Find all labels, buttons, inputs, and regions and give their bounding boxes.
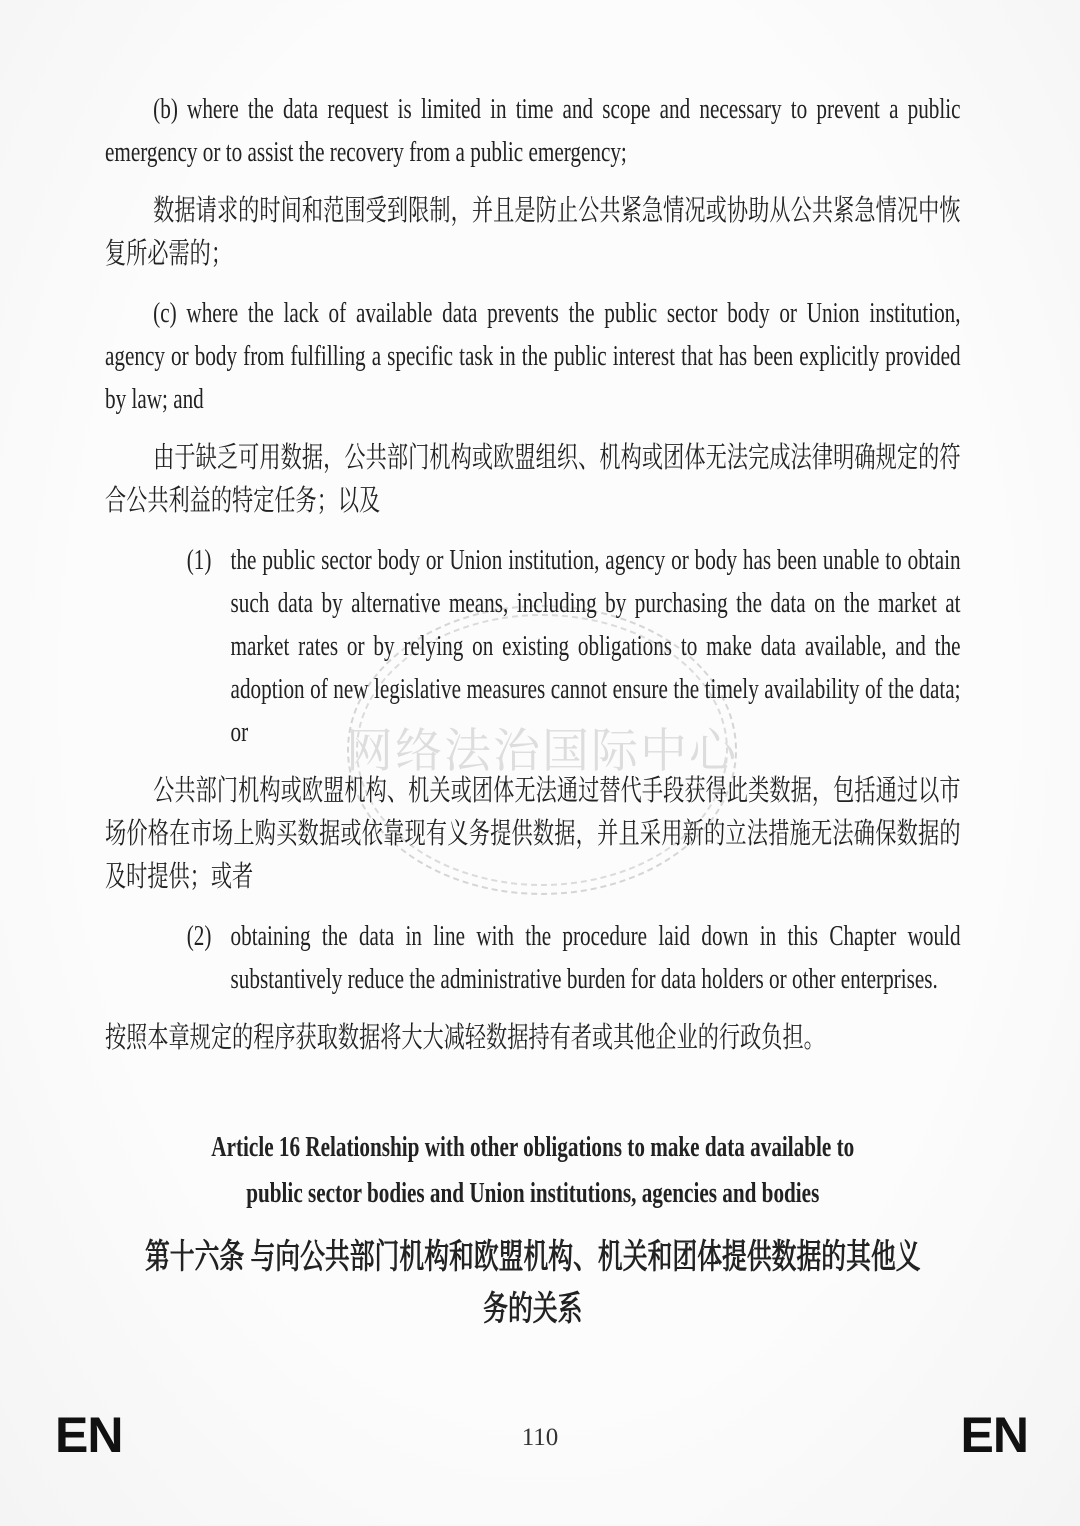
article-heading-zh-line2: 务的关系 [483,1291,583,1328]
paragraph-en-b: (b) where the data request is limited in time and scope and necessary to prevent a public emergency or to assist the recovery from a public emergency; [105,93,961,168]
paragraph-zh-2: 按照本章规定的程序获取数据将大大减轻数据持有者或其他企业的行政负担。 [105,1022,825,1054]
list-marker-2: (2) [186,920,212,952]
article-heading-en-line2: public sector bodies and Union institutions, agencies and bodies [246,1177,820,1209]
article-heading-en-line1: Article 16 Relationship with other obligations to make data available to [211,1131,855,1163]
list-text-2: obtaining the data in line with the procedure laid down in this Chapter would substantively reduce the administrative burden for data holders or other enterprises. [230,920,961,995]
list-item-2 [187,915,961,1001]
paragraph-zh-c: 由于缺乏可用数据，公共部门机构或欧盟组织、机构或团体无法完成法律明确规定的符合公共利益的特定任务；以及 [105,442,961,517]
paragraph-en-c: (c) where the lack of available data prevents the public sector body or Union institution, agency or body from fulfilling a specific task in the public interest that has been explicitly provided by law; and [105,297,961,415]
list-marker-1: (1) [186,544,212,576]
footer-language-right: EN [960,1407,1028,1463]
watermark-text: 网络法治国际中心 [346,725,738,778]
footer-language-left: EN [55,1407,123,1463]
document-body [105,88,961,1336]
paragraph-zh-1: 公共部门机构或欧盟机构、机关或团体无法通过替代手段获得此类数据，包括通过以市场价格在市场上购买数据或依靠现有义务提供数据，并且采用新的立法措施无法确保数据的及时提供；或者 [105,775,961,893]
article-heading-zh [105,1232,961,1336]
page-number: 110 [521,1424,559,1451]
list-item-1 [187,539,961,754]
article-heading-en [105,1124,961,1216]
article-heading-zh-line1: 第十六条 与向公共部门机构和欧盟机构、机关和团体提供数据的其他义 [144,1239,921,1276]
list-text-1: the public sector body or Union institution, agency or body has been unable to obtain such data by alternative means, including by purchasing the data on the market at market rates or by relying on existing obligations to make data available, and the adoption of new legislative measures cannot ensure the timely availability of the data; or [230,544,961,748]
paragraph-zh-b: 数据请求的时间和范围受到限制，并且是防止公共紧急情况或协助从公共紧急情况中恢复所必需的； [105,195,961,270]
